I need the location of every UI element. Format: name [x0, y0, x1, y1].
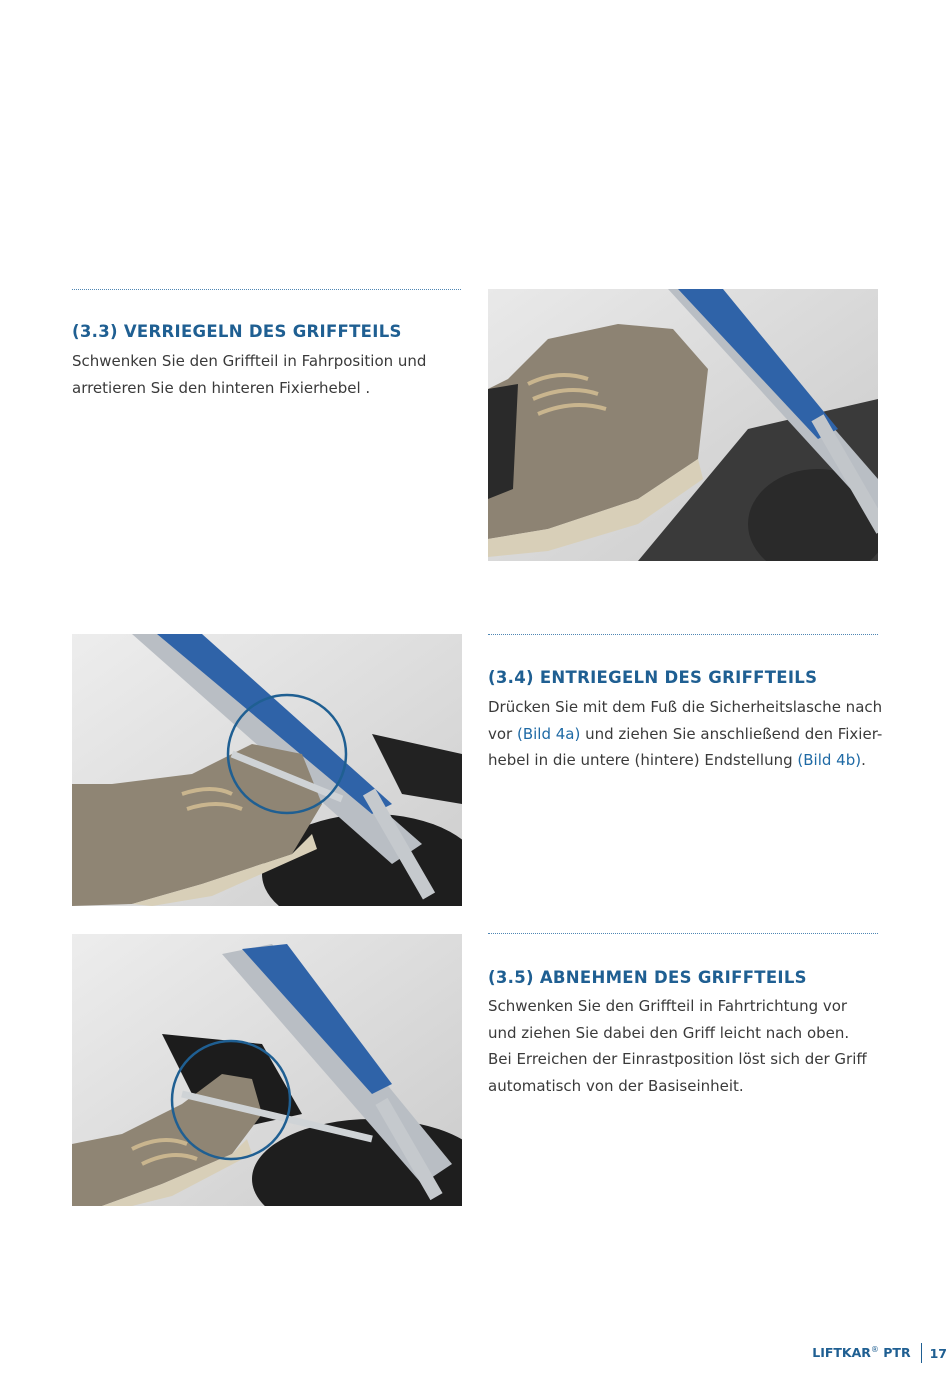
text-line: Bei Erreichen der Einrastposition löst sich der Griff — [488, 1050, 867, 1068]
page-number: 17 — [929, 1345, 947, 1361]
figure-reference-4a: (Bild 4a) — [517, 724, 581, 743]
text-line — [488, 747, 888, 774]
section-heading-3-5: (3.5) ABNEHMEN DES GRIFFTEILS — [488, 968, 807, 987]
brand-name: LIFTKAR — [812, 1345, 871, 1361]
figure-photo-4b — [72, 934, 462, 1206]
text-span: hebel in die untere (hintere) Endstellung — [488, 751, 798, 769]
text-span: und ziehen Sie anschließend den Fixier- — [580, 724, 883, 743]
section-heading-3-4: (3.4) ENTRIEGELN DES GRIFFTEILS — [488, 668, 818, 687]
text-line: und ziehen Sie dabei den Griff leicht nach oben. — [488, 1023, 850, 1042]
text-line: arretieren Sie den hinteren Fixierhebel . — [72, 378, 371, 397]
footer-brand — [812, 1345, 910, 1360]
fixing-lever-released-photo — [72, 934, 462, 1206]
text-line: Schwenken Sie den Griffteil in Fahrtrichtung vor — [488, 997, 848, 1015]
section-text-3-4 — [488, 694, 888, 774]
registered-mark: ® — [870, 1345, 879, 1355]
text-line: Schwenken Sie den Griffteil in Fahrposition und — [72, 352, 427, 370]
section-divider — [72, 289, 461, 290]
foot-on-safety-tab-photo — [72, 634, 462, 906]
text-span: vor — [488, 724, 517, 743]
text-line: automatisch von der Basiseinheit. — [488, 1076, 744, 1095]
figure-photo-4a — [72, 634, 462, 906]
footer-separator — [921, 1343, 922, 1363]
text-span: . — [861, 751, 866, 769]
figure-reference-4b: (Bild 4b) — [797, 751, 862, 769]
section-heading-3-3: (3.3) VERRIEGELN DES GRIFFTEILS — [72, 322, 402, 341]
text-line — [488, 721, 888, 748]
section-divider — [488, 933, 878, 934]
shoe-on-handle-photo — [488, 289, 878, 561]
figure-photo-3 — [488, 289, 878, 561]
section-text-3-3 — [72, 348, 462, 401]
section-text-3-5 — [488, 993, 888, 1099]
page-footer — [812, 1343, 947, 1363]
model-name: PTR — [878, 1345, 911, 1361]
section-divider — [488, 634, 878, 635]
text-line: Drücken Sie mit dem Fuß die Sicherheitslasche nach — [488, 698, 883, 716]
